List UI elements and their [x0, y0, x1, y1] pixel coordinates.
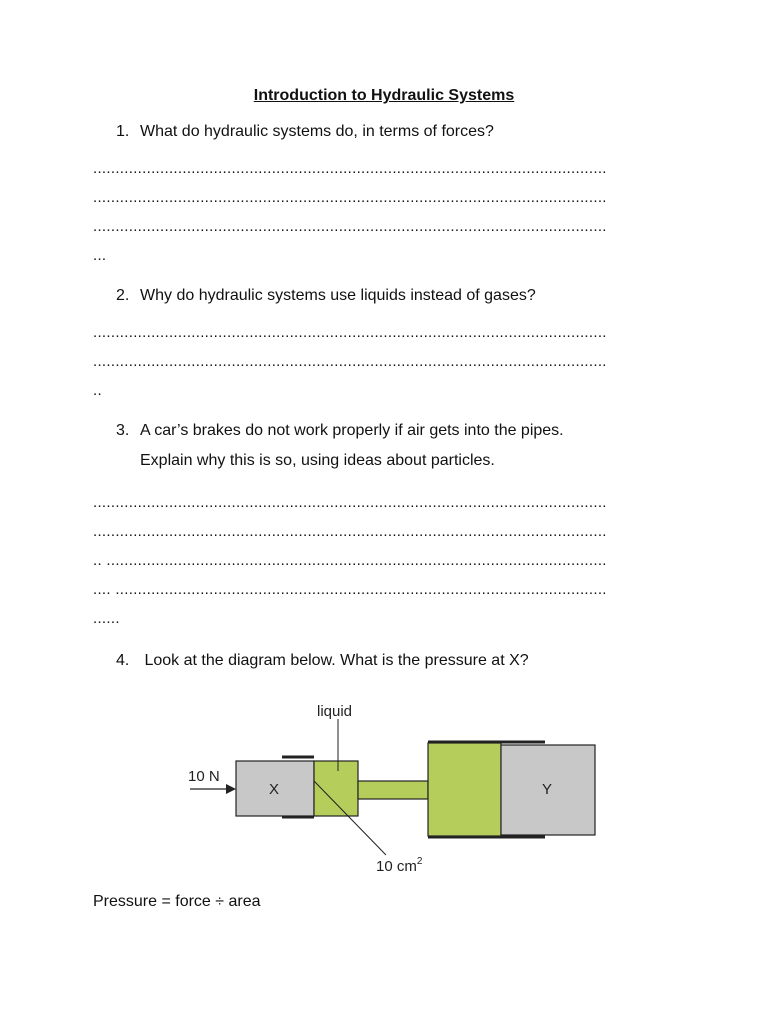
- answer-line[interactable]: .. ................................................................................................................: [93, 552, 607, 569]
- question-text: Why do hydraulic systems use liquids instead of gases?: [140, 287, 536, 304]
- answer-line[interactable]: ..: [93, 382, 102, 399]
- force-arrow-head: [226, 784, 236, 794]
- liquid-label: liquid: [317, 703, 353, 720]
- question-text: Look at the diagram below. What is the pressure at X?: [140, 652, 529, 669]
- question-number: 2.: [116, 287, 130, 304]
- answer-line[interactable]: ...................................................................................................................: [93, 324, 607, 341]
- question-3: [116, 422, 564, 440]
- question-1: [116, 123, 494, 141]
- area-value: 10 cm: [376, 858, 417, 875]
- answer-line[interactable]: ...................................................................................................................: [93, 160, 607, 177]
- liquid-large-chamber: [428, 743, 501, 836]
- x-label: X: [269, 781, 280, 798]
- question-text: A car’s brakes do not work properly if air gets into the pipes.: [140, 422, 564, 439]
- answer-line[interactable]: ...................................................................................................................: [93, 494, 607, 511]
- page-title: Introduction to Hydraulic Systems: [253, 87, 515, 104]
- question-3-continued: Explain why this is so, using ideas about particles.: [140, 452, 495, 469]
- question-2: [116, 287, 536, 305]
- force-label: 10 N: [188, 768, 220, 785]
- answer-line[interactable]: ...................................................................................................................: [93, 189, 607, 206]
- y-label: Y: [542, 781, 553, 798]
- answer-line[interactable]: ......: [93, 610, 120, 627]
- answer-line[interactable]: ...................................................................................................................: [93, 218, 607, 235]
- answer-line[interactable]: .... ..............................................................................................................: [93, 581, 607, 598]
- question-text: What do hydraulic systems do, in terms of forces?: [140, 123, 494, 140]
- answer-line[interactable]: ...................................................................................................................: [93, 353, 607, 370]
- question-4: [116, 652, 529, 670]
- hydraulic-diagram: [180, 695, 610, 880]
- answer-line[interactable]: ...: [93, 247, 107, 264]
- area-exponent: 2: [416, 856, 423, 867]
- question-number: 3.: [116, 422, 130, 439]
- answer-line[interactable]: ...................................................................................................................: [93, 523, 607, 540]
- pressure-formula: Pressure = force ÷ area: [93, 893, 261, 910]
- question-number: 1.: [116, 123, 130, 140]
- question-number: 4.: [116, 652, 130, 669]
- liquid-connecting-tube: [358, 781, 428, 799]
- area-label: [376, 856, 423, 875]
